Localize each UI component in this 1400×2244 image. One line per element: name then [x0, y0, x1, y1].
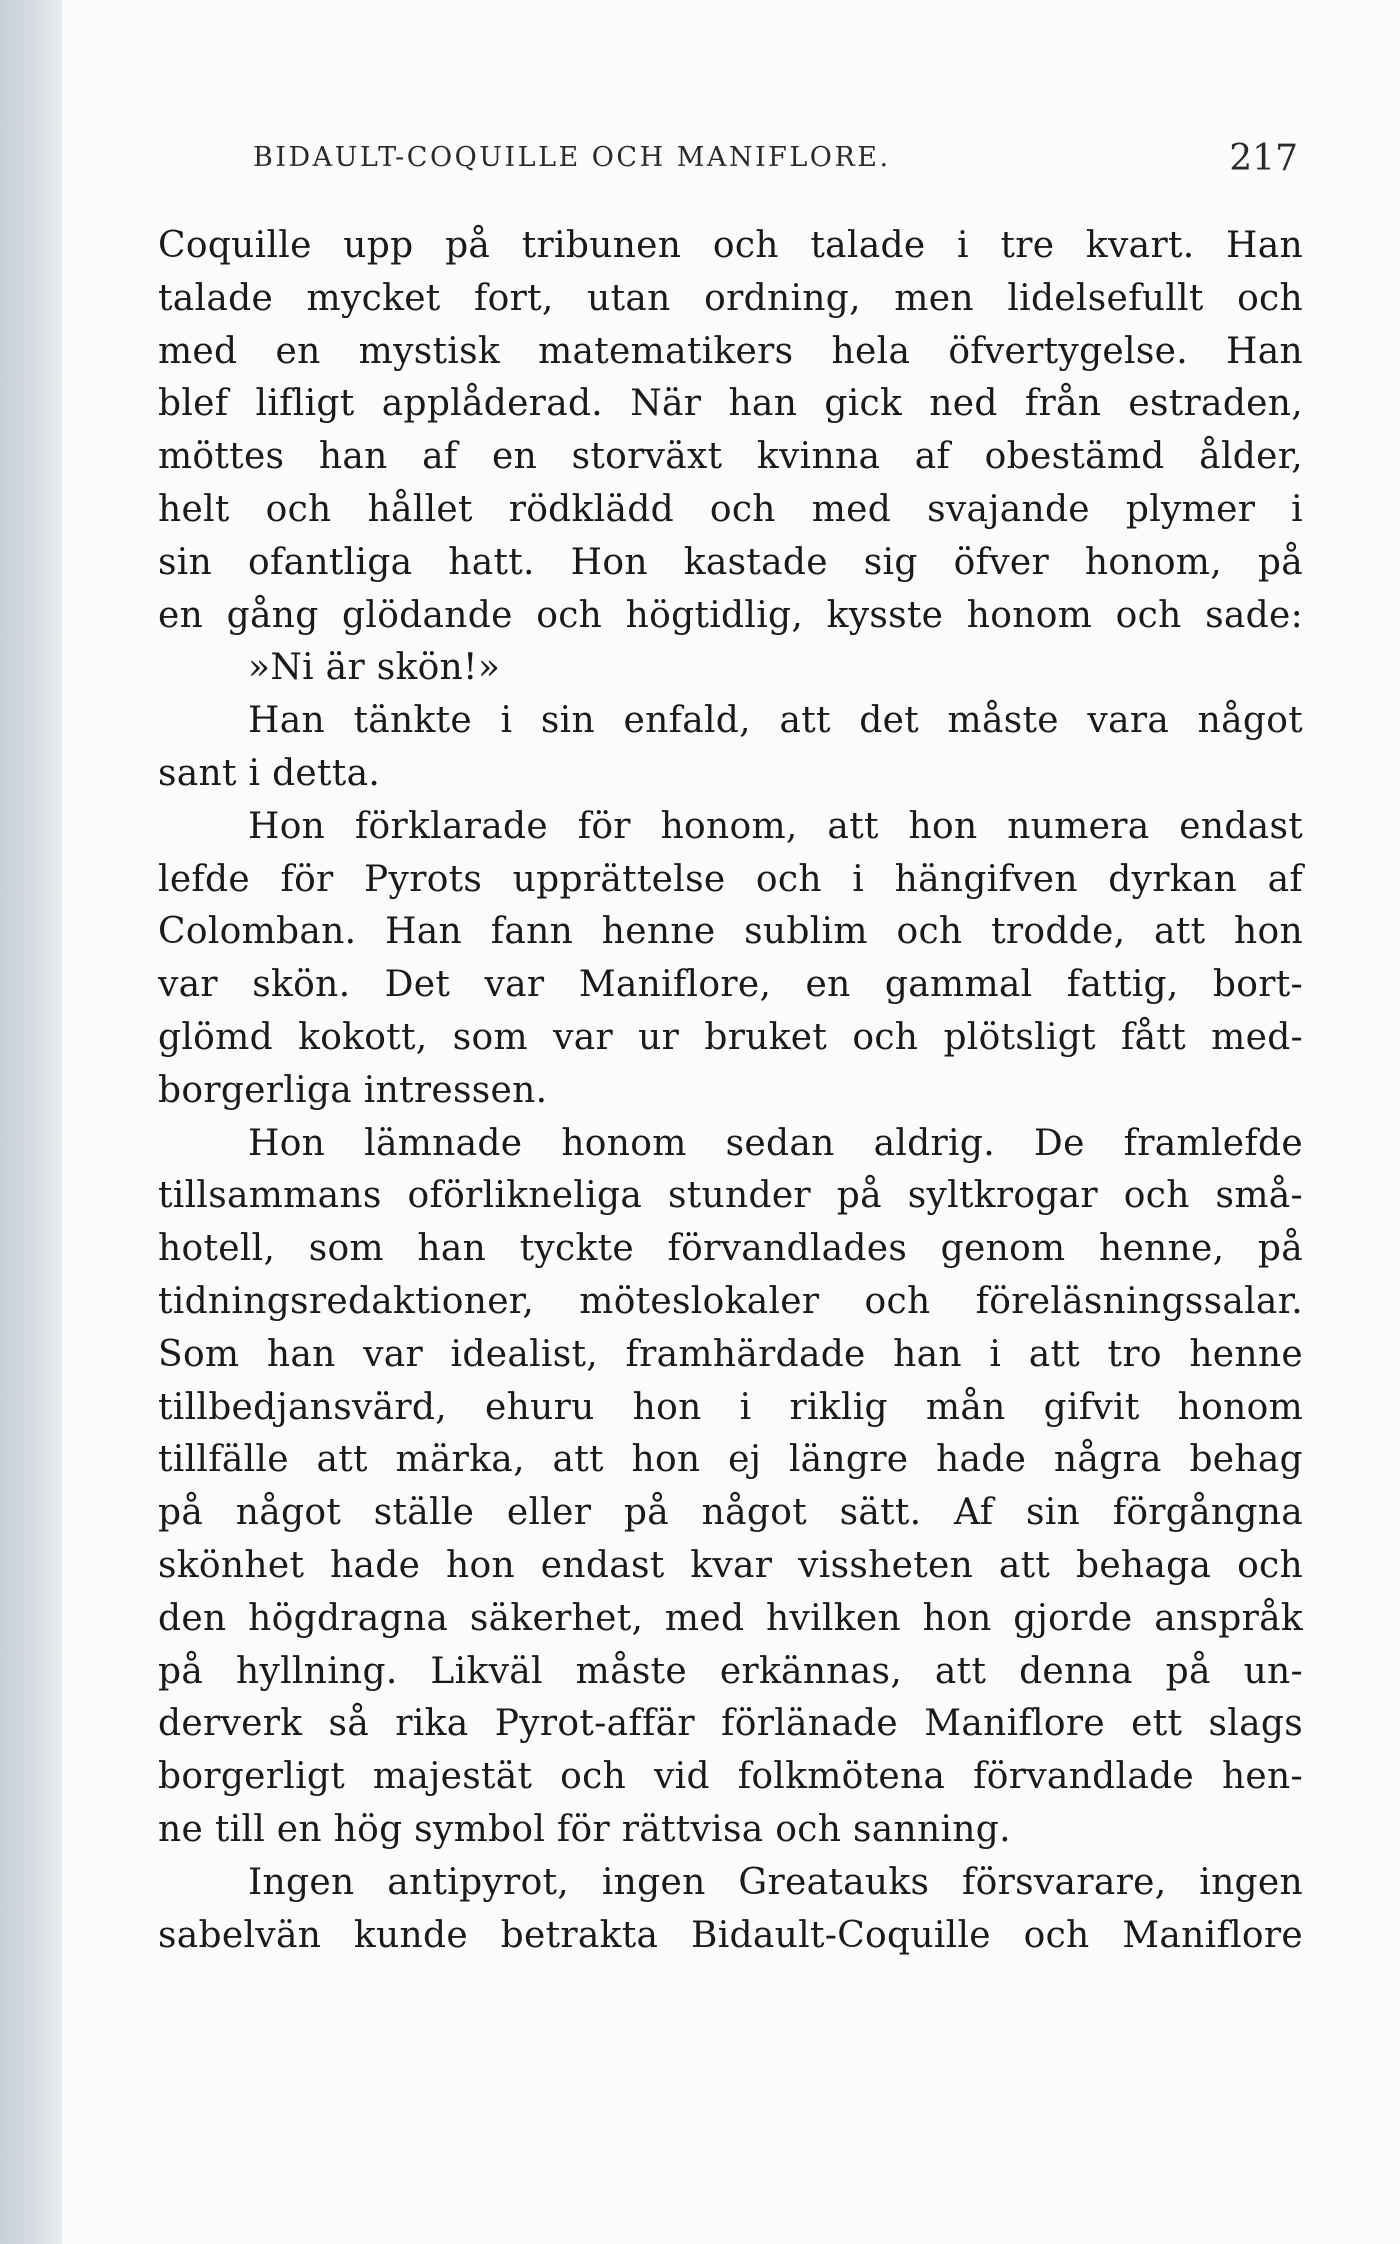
text-line: Colomban. Han fann henne sublim och trodde, att hon: [158, 911, 1303, 953]
text-line: sin ofantliga hatt. Hon kastade sig öfver honom, på: [158, 541, 1303, 583]
text-line: med en mystisk matematikers hela öfvertygelse. Han: [158, 330, 1303, 372]
text-line: borgerliga intressen.: [158, 1069, 548, 1111]
text-line: lefde för Pyrots upprättelse och i hängifven dyrkan af: [158, 858, 1303, 900]
text-line: tidningsredaktioner, möteslokaler och föreläsningssalar.: [158, 1280, 1303, 1322]
text-line: talade mycket fort, utan ordning, men lidelsefullt och: [158, 277, 1303, 319]
text-line: »Ni är skön!»: [248, 647, 501, 689]
text-line: derverk så rika Pyrot-affär förlänade Maniflore ett slags: [158, 1703, 1303, 1745]
text-line: sant i detta.: [158, 752, 381, 794]
text-line: helt och hållet rödklädd och med svajande plymer i: [158, 488, 1303, 530]
text-line: Ingen antipyrot, ingen Greatauks försvarare, ingen: [248, 1861, 1303, 1903]
text-line: Hon lämnade honom sedan aldrig. De framlefde: [248, 1122, 1303, 1164]
text-line: den högdragna säkerhet, med hvilken hon gjorde anspråk: [158, 1597, 1303, 1639]
text-line: Coquille upp på tribunen och talade i tre kvart. Han: [158, 225, 1303, 266]
text-line: på hyllning. Likväl måste erkännas, att denna på un-: [158, 1650, 1303, 1692]
text-line: sabelvän kunde betrakta Bidault-Coquille och Maniflore: [158, 1914, 1303, 1956]
text-line: borgerligt majestät och vid folkmötena förvandlade hen-: [158, 1756, 1303, 1798]
page-gutter-shadow: [0, 0, 62, 2244]
page-number: 217: [1229, 138, 1298, 179]
book-page: [62, 0, 1400, 2244]
text-line: tillsammans oförlikneliga stunder på syltkrogar och små-: [158, 1175, 1303, 1217]
text-line: tillbedjansvärd, ehuru hon i riklig mån gifvit honom: [158, 1386, 1303, 1428]
text-line: glömd kokott, som var ur bruket och plötsligt fått med-: [158, 1016, 1303, 1058]
text-line: hotell, som han tyckte förvandlades genom henne, på: [158, 1228, 1303, 1270]
body-text: [158, 220, 1303, 1962]
text-line: var skön. Det var Maniflore, en gammal fattig, bort-: [158, 964, 1303, 1006]
text-line: tillfälle att märka, att hon ej längre hade några behag: [158, 1439, 1303, 1481]
text-line: Som han var idealist, framhärdade han i att tro henne: [158, 1333, 1303, 1375]
text-line: på något ställe eller på något sätt. Af sin förgångna: [158, 1492, 1303, 1534]
text-line: möttes han af en storväxt kvinna af obestämd ålder,: [158, 436, 1303, 478]
text-line: en gång glödande och högtidlig, kysste honom och sade:: [158, 594, 1303, 636]
page-header: [158, 138, 1298, 184]
text-line: Han tänkte i sin enfald, att det måste vara något: [248, 700, 1303, 742]
text-line: blef lifligt applåderad. När han gick ned från estraden,: [158, 383, 1303, 425]
text-line: ne till en hög symbol för rättvisa och sanning.: [158, 1808, 1011, 1850]
text-line: Hon förklarade för honom, att hon numera endast: [248, 805, 1303, 847]
running-head: BIDAULT-COQUILLE OCH MANIFLORE.: [253, 142, 891, 173]
text-line: skönhet hade hon endast kvar vissheten att behaga och: [158, 1544, 1303, 1586]
